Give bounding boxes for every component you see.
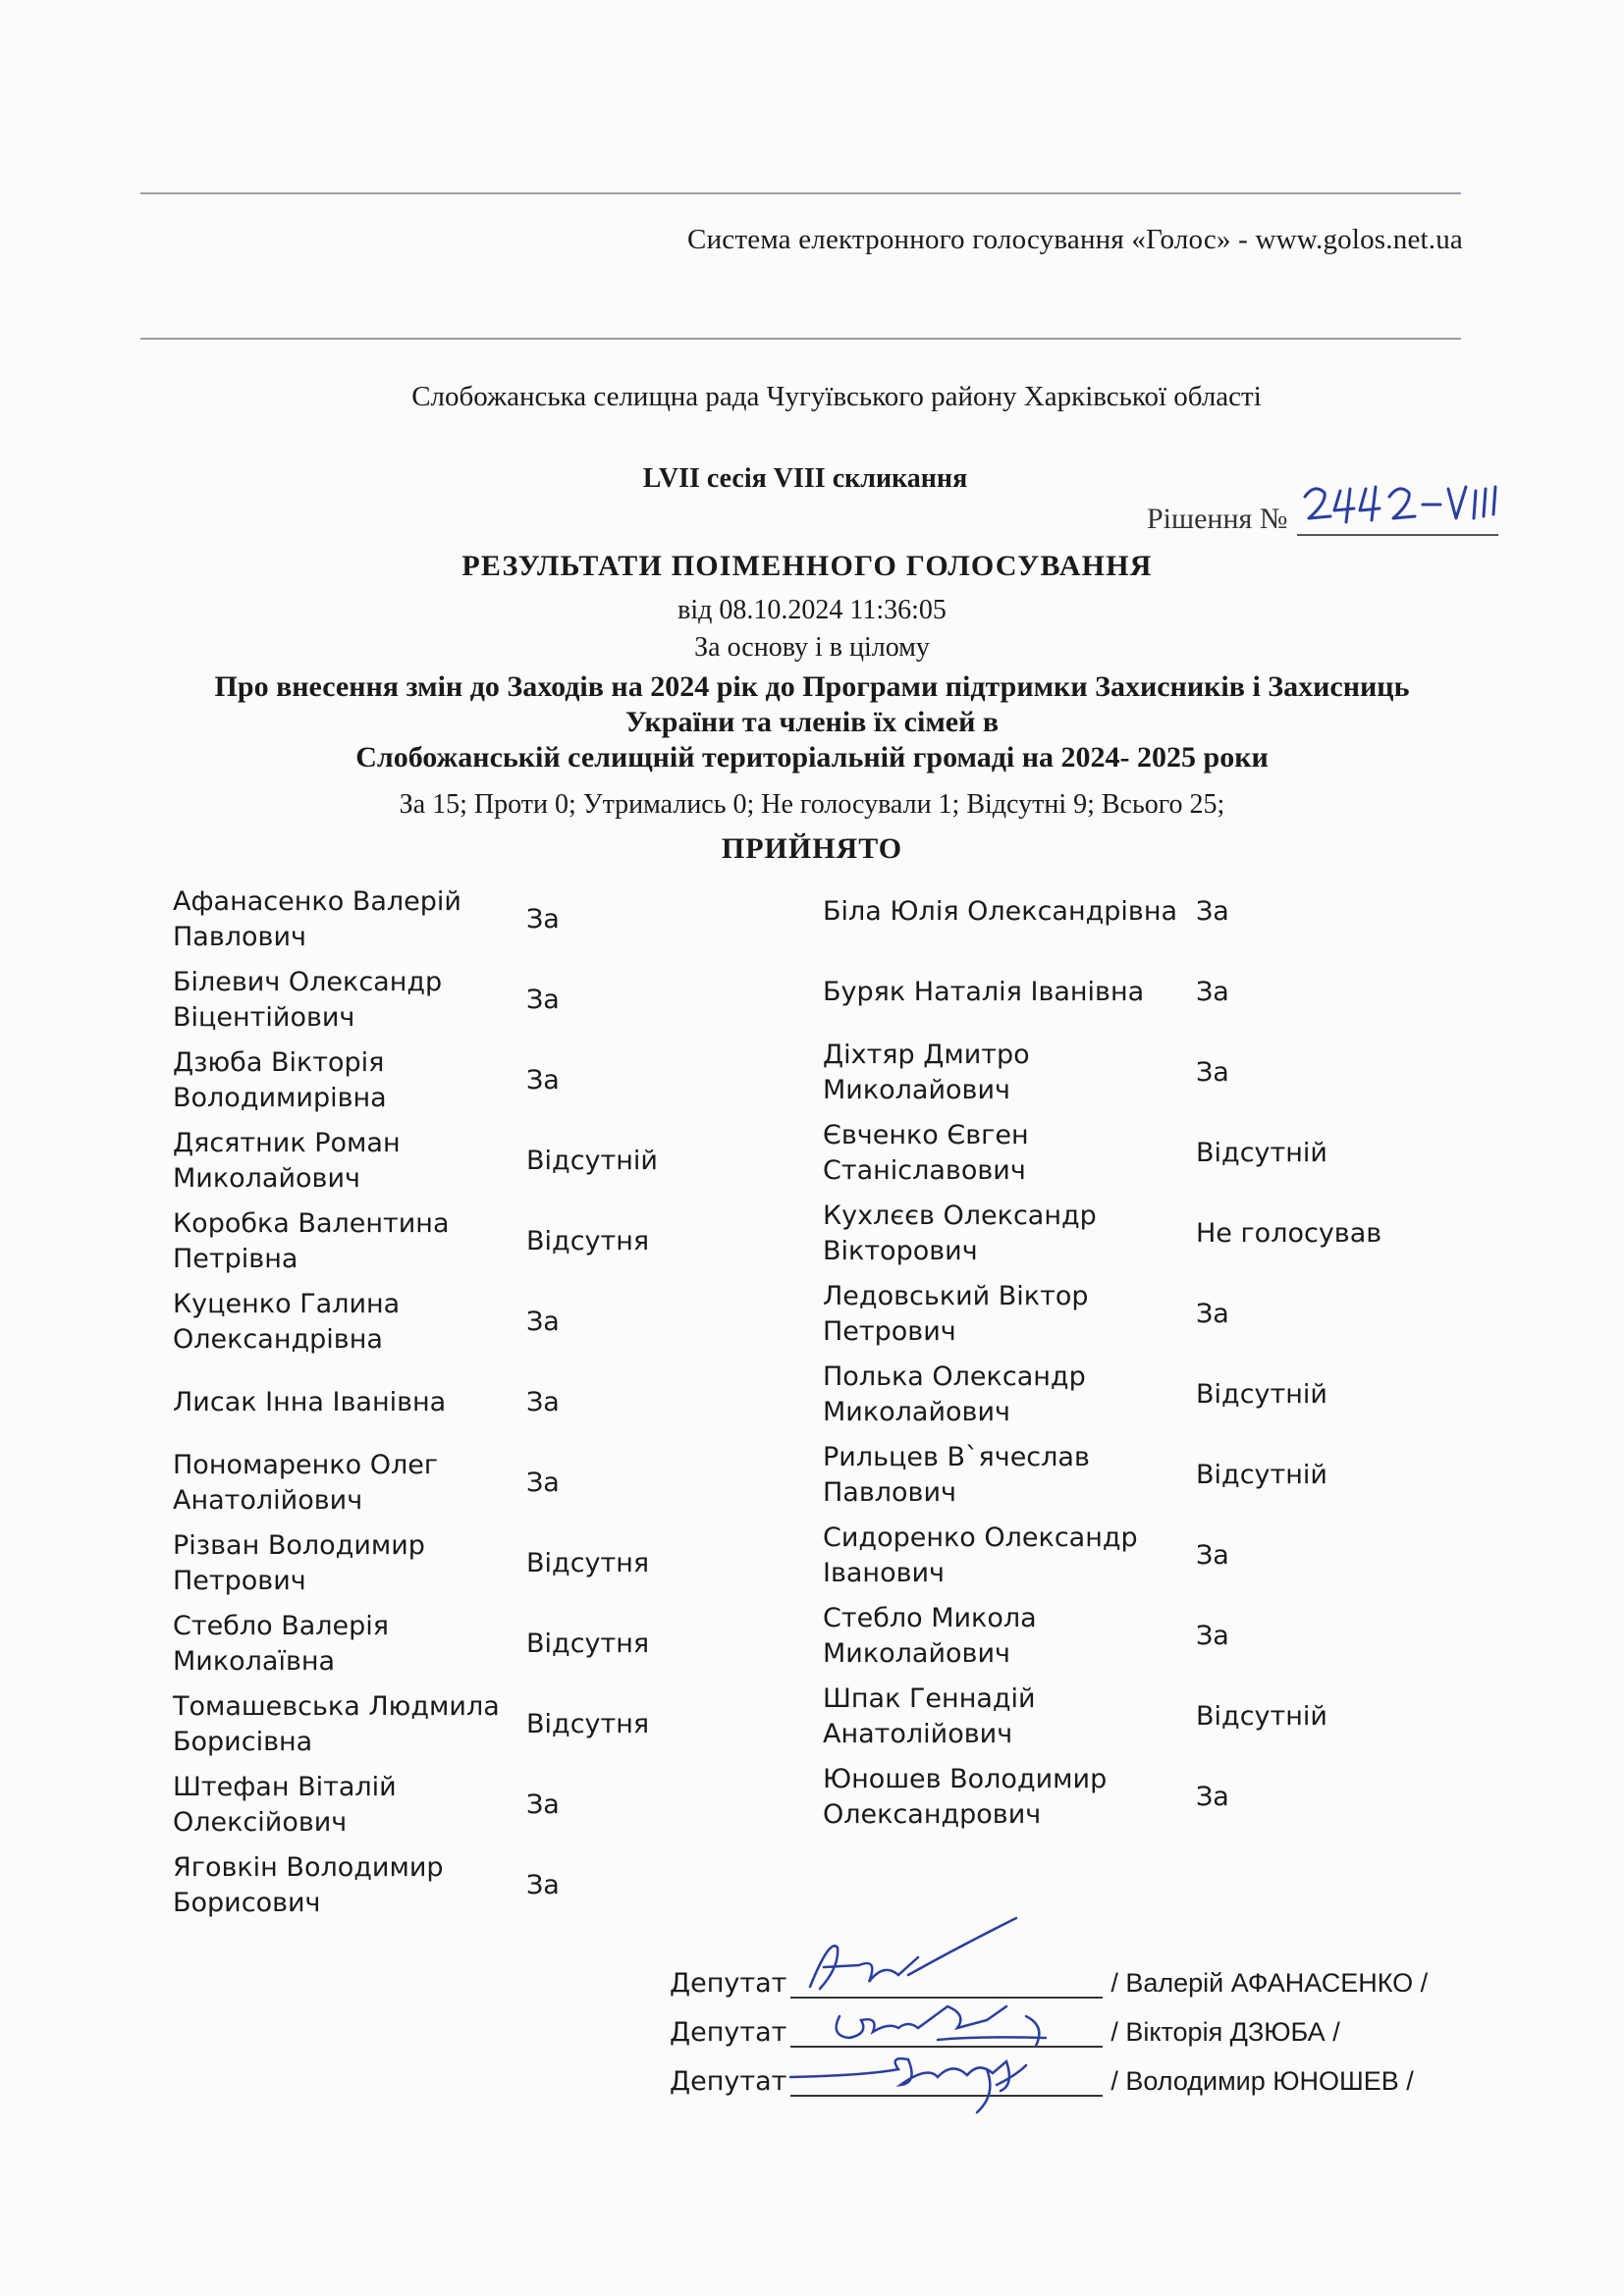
vote-row (173, 1201, 899, 1282)
handwritten-decision-number (1297, 491, 1498, 536)
vote-value: За (526, 904, 560, 934)
vote-row (823, 1194, 1510, 1274)
deputy-name: Полька Олександр Миколайович (823, 1362, 1086, 1427)
vote-basis: За основу і в цілому (694, 632, 930, 663)
vote-value: За (526, 985, 560, 1015)
vote-value: За (1196, 1621, 1229, 1651)
vote-row (173, 960, 899, 1041)
deputy-name: Томашевська Людмила Борисівна (173, 1691, 500, 1757)
vote-outcome: ПРИЙНЯТО (721, 832, 903, 865)
deputy-name: Біла Юлія Олександрівна (823, 896, 1178, 927)
vote-row (823, 1516, 1510, 1596)
results-title: РЕЗУЛЬТАТИ ПОІМЕННОГО ГОЛОСУВАННЯ (461, 550, 1153, 582)
vote-value: За (1196, 1540, 1229, 1571)
header-divider (140, 338, 1461, 340)
vote-value: Відсутній (1196, 1138, 1327, 1168)
vote-row (173, 1765, 899, 1845)
vote-row (173, 1041, 899, 1121)
vote-row (823, 952, 1510, 1033)
signature-row (670, 2056, 1494, 2106)
session-label: LVII сесія VIII скликання (642, 463, 968, 494)
vote-subject (0, 669, 1624, 775)
vote-row (173, 1282, 899, 1362)
signer-name: / Володимир ЮНОШЕВ / (1110, 2065, 1414, 2096)
vote-row (173, 880, 899, 960)
subject-line: України та членів їх сімей в (624, 706, 1000, 738)
vote-value: За (526, 1789, 560, 1820)
vote-row (173, 1684, 899, 1765)
vote-row (823, 872, 1510, 952)
deputy-name: Сидоренко Олександр Іванович (823, 1522, 1138, 1588)
vote-value: За (526, 1065, 560, 1095)
vote-row (823, 1113, 1510, 1194)
vote-value: Відсутня (526, 1629, 650, 1659)
deputy-name: Дясятник Роман Миколайович (173, 1128, 401, 1194)
top-divider (140, 192, 1461, 194)
deputy-name: Афанасенко Валерій Павлович (173, 886, 461, 952)
vote-totals: За 15; Проти 0; Утримались 0; Не голосували 1; Відсутні 9; Всього 25; (399, 789, 1225, 820)
vote-value: Відсутній (1196, 1379, 1327, 1410)
deputy-name: Коробка Валентина Петрівна (173, 1208, 450, 1274)
vote-value: За (1196, 1057, 1229, 1088)
vote-value: Відсутній (1196, 1701, 1327, 1732)
vote-value: Відсутня (526, 1226, 650, 1256)
vote-row (823, 1355, 1510, 1435)
deputy-name: Кухлєєв Олександр Вікторович (823, 1201, 1097, 1266)
handwritten-signature-image (790, 2026, 1105, 2114)
vote-value: За (1196, 977, 1229, 1007)
vote-row (173, 1523, 899, 1604)
subject-line: Про внесення змін до Заходів на 2024 рік до Програми підтримки Захисників і Захисниць (214, 670, 1410, 703)
signature-line (790, 2065, 1103, 2097)
signer-name: / Валерій АФАНАСЕНКО / (1110, 1967, 1429, 1998)
vote-value: Не голосував (1196, 1218, 1382, 1249)
vote-row (173, 1121, 899, 1201)
signer-name: / Вікторія ДЗЮБА / (1110, 2016, 1340, 2047)
deputy-name: Стебло Микола Миколайович (823, 1603, 1037, 1669)
vote-row (823, 1033, 1510, 1113)
deputy-name: Ледовський Віктор Петрович (823, 1281, 1089, 1347)
vote-value: За (526, 1468, 560, 1498)
deputy-name: Юношев Володимир Олександрович (823, 1764, 1108, 1830)
vote-row (823, 1274, 1510, 1355)
deputy-name: Яговкін Володимир Борисович (173, 1852, 444, 1918)
signer-role: Депутат (670, 2016, 787, 2048)
vote-datetime: від 08.10.2024 11:36:05 (677, 595, 947, 625)
decision-number-field (1147, 491, 1498, 536)
vote-value: За (1196, 1299, 1229, 1329)
deputy-name: Різван Володимир Петрович (173, 1530, 425, 1596)
vote-row (823, 1677, 1510, 1757)
deputy-name: Шпак Геннадій Анатолійович (823, 1683, 1036, 1749)
vote-value: Відсутня (526, 1548, 650, 1578)
decision-label: Рішення № (1147, 503, 1288, 535)
deputy-name: Рильцев В`ячеслав Павлович (823, 1442, 1090, 1508)
deputy-name: Лисак Інна Іванівна (173, 1387, 447, 1417)
vote-value: За (526, 1387, 560, 1417)
deputy-name: Пономаренко Олег Анатолійович (173, 1450, 439, 1516)
vote-row (823, 1435, 1510, 1516)
signer-role: Депутат (670, 1967, 787, 1999)
deputy-name: Білевич Олександр Віцентійович (173, 967, 443, 1033)
handwritten-decision-number-image (1297, 475, 1508, 534)
vote-row (823, 1596, 1510, 1677)
subject-line: Слобожанській селищній територіальній громаді на 2024- 2025 роки (355, 741, 1269, 774)
vote-value: За (1196, 1782, 1229, 1812)
council-name: Слобожанська селищна рада Чугуївського району Харківської області (411, 381, 1262, 412)
vote-row (173, 1362, 899, 1443)
vote-value: Відсутній (526, 1146, 658, 1176)
deputy-name: Діхтяр Дмитро Миколайович (823, 1040, 1030, 1105)
vote-row (173, 1443, 899, 1523)
vote-row (173, 1604, 899, 1684)
vote-row (823, 1757, 1510, 1838)
deputy-name: Штефан Віталій Олексійович (173, 1772, 397, 1838)
signer-role: Депутат (670, 2065, 787, 2097)
vote-value: Відсутній (1196, 1460, 1327, 1490)
deputy-name: Євченко Євген Станіславович (823, 1120, 1029, 1186)
vote-value: Відсутня (526, 1709, 650, 1739)
deputy-name: Куценко Галина Олександрівна (173, 1289, 401, 1355)
system-header: Система електронного голосування «Голос» - www.golos.net.ua (687, 224, 1463, 255)
deputy-name: Буряк Наталія Іванівна (823, 977, 1145, 1007)
vote-value: За (526, 1307, 560, 1337)
deputy-name: Дзюба Вікторія Володимирівна (173, 1047, 387, 1113)
vote-value: За (526, 1870, 560, 1900)
vote-row (173, 1845, 899, 1926)
deputy-name: Стебло Валерія Миколаївна (173, 1611, 390, 1677)
vote-value: За (1196, 896, 1229, 927)
